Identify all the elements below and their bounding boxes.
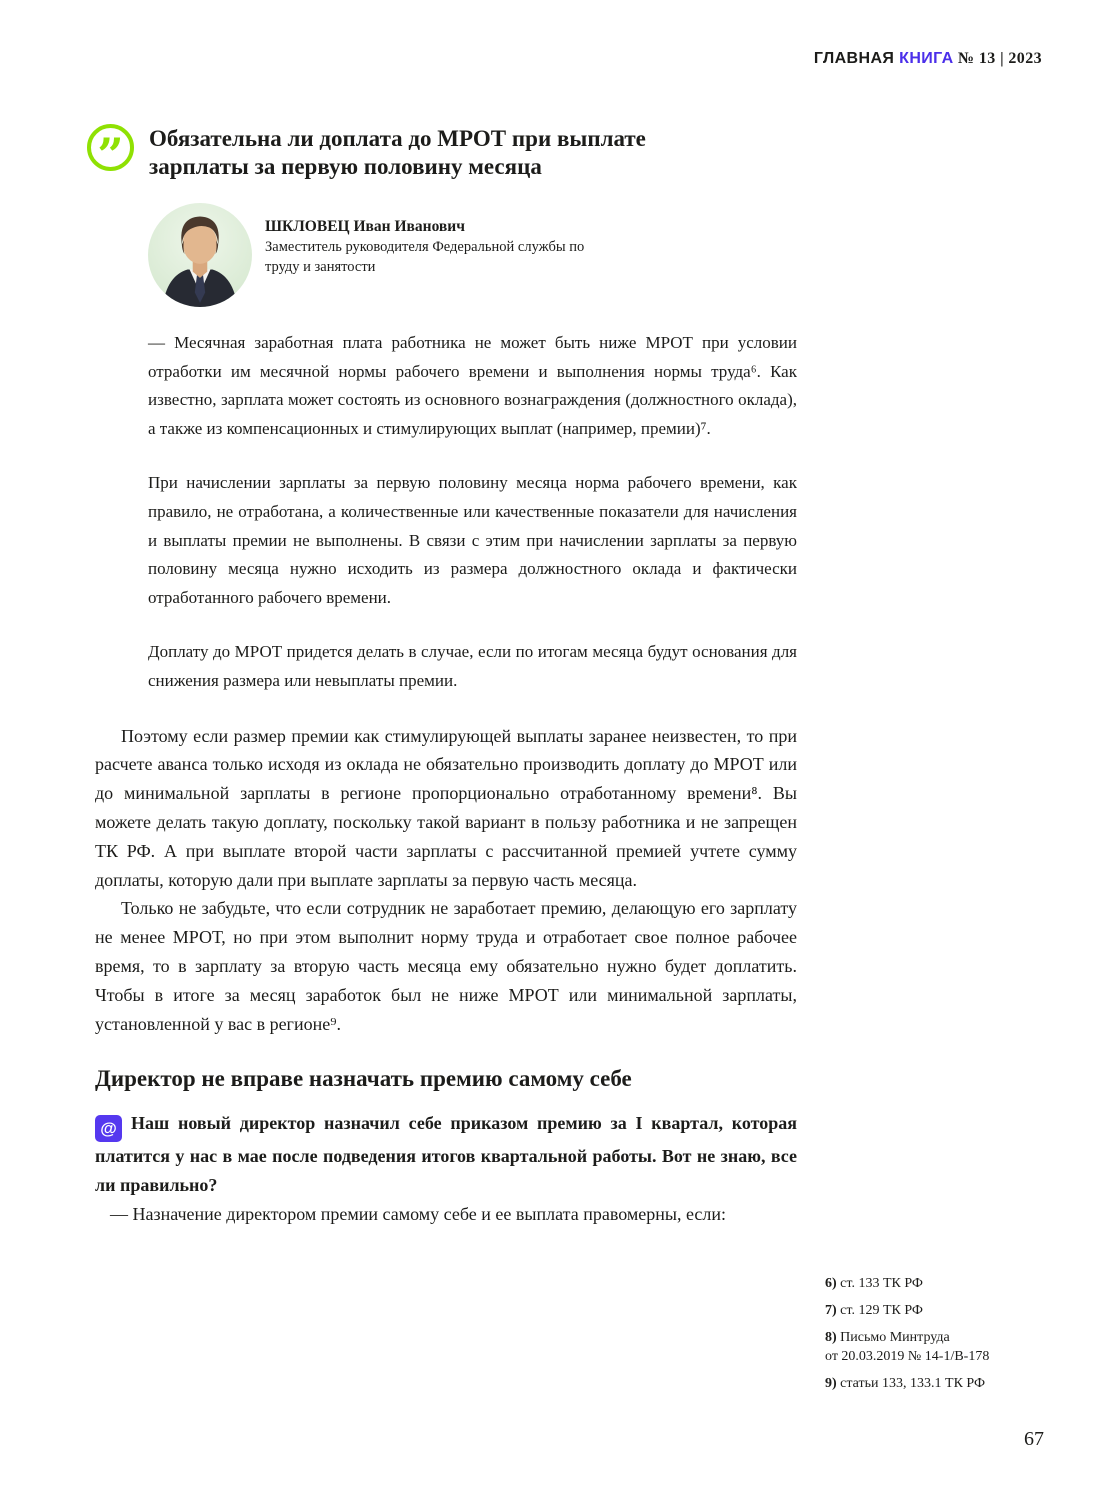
section-heading: Директор не вправе назначать премию самому себе [95,1066,632,1092]
footnote [825,1374,1025,1393]
article-body [95,722,797,1039]
article-title: Обязательна ли доплата до МРОТ при выплате зарплаты за первую половину месяца [149,126,646,179]
question-answer-block [95,1109,797,1228]
at-icon [95,1115,122,1142]
expert-block [148,203,797,307]
expert-photo [148,203,252,307]
footnote-text: статьи 133, 133.1 ТК РФ [840,1376,986,1391]
footnote-text-line2: от 20.03.2019 № 14-1/В-178 [825,1349,990,1364]
expert-name: ШКЛОВЕЦ Иван Иванович [265,218,465,235]
magazine-name-accent: КНИГА [899,50,954,67]
reader-question [95,1109,797,1200]
footnote [825,1274,1025,1293]
expert-quote [148,329,797,696]
footnote-text: Письмо Минтруда [840,1330,950,1345]
expert-position: Заместитель руководителя Федеральной службы по труду и занятости [265,239,585,275]
quote-icon [87,124,134,171]
main-column [95,122,797,1229]
quote-glyph: ” [97,127,124,171]
footnote-text: ст. 129 ТК РФ [840,1303,923,1318]
footnote [825,1328,1025,1366]
quote-paragraph: При начислении зарплаты за первую половину месяца норма рабочего времени, как правило, не отработана, а количественные или качественные показатели для начисления и выплаты премии не выполнены. В связи с этим при начислении зарплаты за первую половину месяца нужно исходить из размера должностного оклада и фактически отработанного рабочего времени. [148,473,797,607]
expert-answer: — Назначение директором премии самому себе и ее выплата правомерны, если: [110,1203,727,1224]
magazine-name: ГЛАВНАЯ [813,50,900,67]
footnote-text: ст. 133 ТК РФ [840,1276,923,1291]
page-header [814,50,1042,68]
footnotes-column [825,1274,1025,1401]
article-title-row [95,122,797,181]
question-text: Наш новый директор назначил себе приказом премию за I квартал, которая платится у нас в мае после подведения итогов квартальной работы. Вот не знаю, все ли правильно? [95,1113,797,1196]
footnote-number: 9) [825,1376,841,1391]
quote-paragraph: — Месячная заработная плата работника не может быть ниже МРОТ при условии отработки им месячной нормы рабочего времени и выполнения нормы труда⁶. Как известно, зарплата может состоять из основного вознаграждения (должностного оклада), а также из компенсационных и стимулирующих выплат (например, премии)⁷. [148,333,797,438]
body-paragraph: Поэтому если размер премии как стимулирующей выплаты заранее неизвестен, то при расчете аванса только исходя из оклада не обязательно производить доплату до МРОТ или до минимальной зарплаты в регионе пропорционально отработанному времени⁸. Вы можете делать такую доплату, поскольку такой вариант в пользу работника и не запрещен ТК РФ. А при выплате второй части зарплаты с рассчитанной премией учтете сумму доплаты, которую дали при выплате зарплаты за первую часть месяца. [95,725,797,890]
quote-paragraph: Доплату до МРОТ придется делать в случае, если по итогам месяца будут основания для снижения размера или невыплаты премии. [148,642,797,690]
footnote-number: 8) [825,1330,841,1345]
footnote-number: 7) [825,1303,841,1318]
footnote-number: 6) [825,1276,841,1291]
footnote [825,1301,1025,1320]
page-number: 67 [1024,1428,1044,1450]
body-paragraph: Только не забудьте, что если сотрудник не заработает премию, делающую его зарплату не менее МРОТ, но при этом выполнит норму труда и отработает свое полное рабочее время, то в зарплату за вторую часть месяца ему обязательно нужно будет доплатить. Чтобы в итоге за месяц заработок был не ниже МРОТ или минимальной зарплаты, установленной у вас в регионе⁹. [95,898,797,1034]
at-glyph: @ [100,1119,117,1139]
expert-portrait-illustration [148,203,252,307]
expert-info [265,203,625,307]
issue-number: № 13 | 2023 [953,50,1042,67]
